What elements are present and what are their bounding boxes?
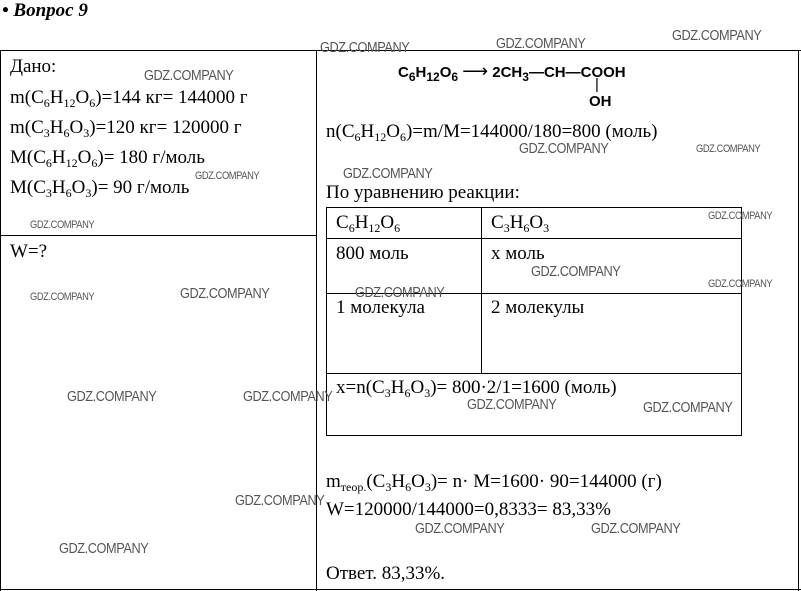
table-r2c2: 2 молекулы — [491, 297, 585, 318]
watermark: GDZ.COMPANY — [519, 140, 609, 157]
table-row-divider-3 — [326, 373, 741, 374]
watermark: GDZ.COMPANY — [643, 399, 733, 416]
watermark: GDZ.COMPANY — [467, 396, 557, 413]
watermark: GDZ.COMPANY — [30, 291, 95, 303]
watermark: GDZ.COMPANY — [531, 263, 621, 280]
watermark: GDZ.COMPANY — [195, 170, 260, 182]
table-r1c1: 800 моль — [336, 243, 409, 264]
frame-bottom — [0, 589, 801, 590]
by-equation-label: По уравнению реакции: — [326, 182, 520, 203]
watermark: GDZ.COMPANY — [696, 143, 761, 155]
watermark: GDZ.COMPANY — [235, 492, 325, 509]
given-line-3: $M(C_6H_{12}O_6)= 180$ г/моль — [10, 147, 205, 170]
watermark: GDZ.COMPANY — [180, 285, 270, 302]
m-theoretical-line: $m_{теор.}(C_3H_6O_3)= n\cdot M=1600\cdot 90=144000$ (г) — [326, 471, 662, 494]
watermark: GDZ.COMPANY — [67, 388, 157, 405]
watermark: GDZ.COMPANY — [496, 35, 586, 52]
watermark: GDZ.COMPANY — [343, 165, 433, 182]
table-x-line: $x=n(C_3H_6O_3)= 800\cdot 2/1=1600$ (моль) — [336, 377, 617, 400]
table-r2c1: 1 молекула — [336, 297, 425, 318]
given-line-1: $m(C_6H_{12}O_6)=144$ кг= 144000 г — [10, 87, 248, 110]
watermark: GDZ.COMPANY — [415, 520, 505, 537]
n-line: $n(C_6H_{12}O_6)=m/M=144000/180=800$ (моль) — [326, 121, 658, 144]
reaction-equation: $C_6H_{12}O_6$ ⟶ $2CH_3—CH—COOH$ — [398, 61, 626, 84]
watermark: GDZ.COMPANY — [30, 219, 95, 231]
reaction-arrow: ⟶ — [462, 61, 489, 81]
find-label: W=? — [10, 241, 48, 262]
title-bullet: • — [2, 0, 9, 21]
watermark: GDZ.COMPANY — [243, 388, 333, 405]
watermark: GDZ.COMPANY — [59, 540, 149, 557]
given-line-2: $m(C_3H_6O_3)=120$ кг= 120000 г — [10, 117, 242, 140]
watermark: GDZ.COMPANY — [144, 67, 234, 84]
table-col-divider — [481, 207, 482, 373]
page-title — [2, 0, 88, 22]
frame-left — [0, 50, 1, 591]
oh-bond: | — [595, 76, 599, 93]
watermark: GDZ.COMPANY — [672, 27, 762, 44]
watermark: GDZ.COMPANY — [591, 520, 681, 537]
watermark: GDZ.COMPANY — [320, 39, 410, 56]
table-header-1: $C_6H_{12}O_6$ — [336, 212, 401, 235]
watermark: GDZ.COMPANY — [708, 210, 773, 222]
oh-group: OH — [589, 93, 612, 110]
title-text: Вопрос 9 — [13, 0, 88, 21]
given-label: Дано: — [10, 56, 57, 77]
w-line: W=120000/144000=0,8333= 83,33% — [326, 499, 611, 520]
table-row-divider-1 — [326, 238, 741, 239]
watermark: GDZ.COMPANY — [355, 284, 445, 301]
table-r1c2: x моль — [491, 243, 545, 264]
frame-right — [798, 50, 799, 591]
given-line-4: $M(C_3H_6O_3)= 90$ г/моль — [10, 177, 190, 200]
given-divider — [0, 235, 316, 236]
frame-divider — [316, 50, 317, 591]
table-header-2: $C_3H_6O_3$ — [491, 212, 550, 235]
answer-line: Ответ. 83,33%. — [326, 563, 446, 584]
watermark: GDZ.COMPANY — [708, 278, 773, 290]
